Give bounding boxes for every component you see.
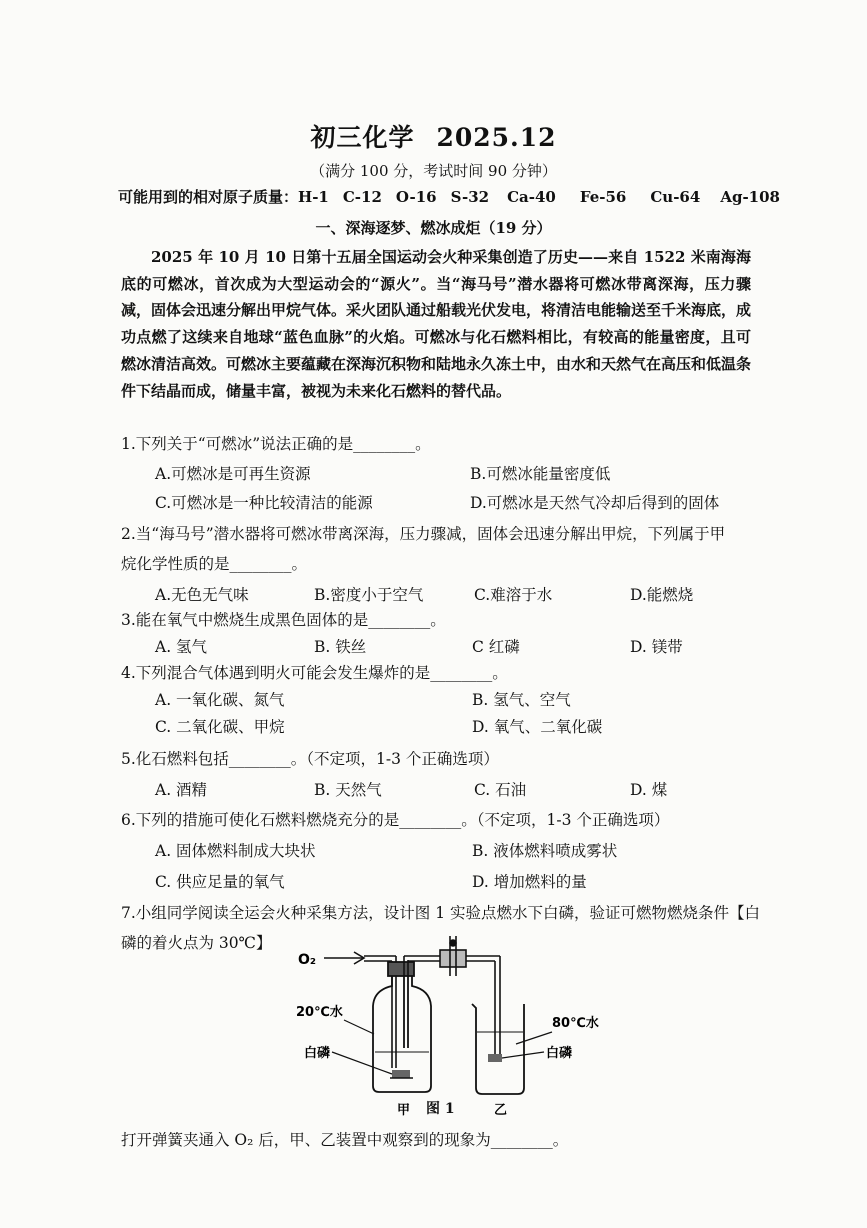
atomic-mass-line [118,186,780,207]
question-7-stem-line1: 7.小组同学阅读全运会火种采集方法，设计图 1 实验点燃水下白磷，验证可燃物燃烧条件【白 [121,904,761,922]
q5-option-d: D. 煤 [630,781,668,799]
outlet-tube [404,956,500,1060]
phosphorus-left-leader [332,1052,392,1074]
q2-option-c: C.难溶于水 [474,586,553,604]
q2-option-a: A.无色无气味 [155,586,249,604]
q5-option-a: A. 酒精 [155,781,208,799]
q5-option-c: C. 石油 [474,781,527,799]
atomic-mass-item: Ca-40 [507,188,556,206]
phosphorus-right-leader [502,1052,544,1058]
question-7-final: 打开弹簧夹通入 O₂ 后，甲、乙装置中观察到的现象为________。 [121,1131,569,1149]
beaker-yi [472,1004,524,1094]
q2-option-b: B.密度小于空气 [314,586,424,604]
o2-arrow [324,952,364,964]
q4-option-b: B. 氢气、空气 [472,691,571,709]
q1-option-b: B.可燃冰能量密度低 [470,465,611,483]
phosphorus-jia [390,1070,413,1078]
question-7-stem-line2: 磷的着火点为 30℃】 [121,934,272,952]
figure-1-apparatus [280,936,620,1122]
o2-label: O₂ [298,952,317,968]
q6-option-b: B. 液体燃料喷成雾状 [472,842,618,860]
title-text: 初三化学 [310,123,415,152]
atomic-mass-item: S-32 [450,188,490,206]
phosphorus-left-label: 白磷 [304,1046,331,1061]
atomic-mass-item: Cu-64 [650,188,701,206]
atomic-mass-item: Fe-56 [579,188,627,206]
question-5-stem: 5.化石燃料包括________。（不定项，1-3 个正确选项） [121,750,499,768]
q1-option-a: A.可燃冰是可再生资源 [155,465,311,483]
q4-option-a: A. 一氧化碳、氮气 [155,691,285,709]
spring-clamp-icon [440,936,466,976]
atomic-mass-label: 可能用到的相对原子质量： [118,188,299,206]
atomic-mass-item: O-16 [395,188,437,206]
q5-option-b: B. 天然气 [314,781,382,799]
q1-option-c: C.可燃冰是一种比较清洁的能源 [155,494,373,512]
phosphorus-right-label: 白磷 [546,1046,573,1061]
atomic-mass-item: C-12 [342,188,382,206]
q6-option-a: A. 固体燃料制成大块状 [155,842,316,860]
q3-option-d: D. 镁带 [630,638,683,656]
water-left-leader [344,1020,374,1034]
phosphorus-yi [488,1054,502,1062]
passage-text: 2025 年 10 月 10 日第十五届全国运动会火种采集创造了历史——来自 1522 米南海海底的可燃冰，首次成为大型运动会的“源火”。当“海马号”潜水器将可燃冰带离深海，压力骤减，固体会迅速分解出甲烷气体。采火团队通过船载光伏发电，将清洁电能输送至千米海底，成功点燃了这续来自地球“蓝色血脉”的火焰。可燃冰与化石燃料相比，有较高的能量密度，且可燃冰清洁高效。可燃冰主要蕴藏在深海沉积物和陆地永久冻土中，由水和天然气在高压和低温条件下结晶而成，储量丰富，被视为未来化石燃料的替代品。 [121,248,752,400]
question-2-stem-line1: 2.当“海马号”潜水器将可燃冰带离深海，压力骤减，固体会迅速分解出甲烷，下列属于甲 [121,525,726,543]
title-year: 2025.12 [436,123,557,152]
water-right-label: 80℃水 [552,1016,599,1031]
q6-option-c: C. 供应足量的氧气 [155,873,285,891]
question-2-stem-line2: 烷化学性质的是________。 [121,555,308,573]
question-1-stem: 1.下列关于“可燃冰”说法正确的是________。 [121,435,431,453]
label-jia: 甲 [397,1103,411,1118]
q3-option-a: A. 氢气 [155,638,208,656]
q4-option-c: C. 二氧化碳、甲烷 [155,718,285,736]
q4-option-d: D. 氧气、二氧化碳 [472,718,603,736]
reading-passage [121,244,751,404]
figure-caption: 图 1 [426,1101,455,1117]
question-4-stem: 4.下列混合气体遇到明火可能会发生爆炸的是________。 [121,664,508,682]
page-title [0,118,867,154]
question-6-stem: 6.下列的措施可使化石燃料燃烧充分的是________。（不定项，1-3 个正确选项） [121,811,670,829]
atomic-mass-item: Ag-108 [720,188,780,206]
q1-option-d: D.可燃冰是天然气冷却后得到的固体 [470,494,720,512]
water-left-label: 20℃水 [296,1005,343,1020]
q6-option-d: D. 增加燃料的量 [472,873,587,891]
label-yi: 乙 [494,1103,508,1118]
question-3-stem: 3.能在氧气中燃烧生成黑色固体的是________。 [121,611,446,629]
water-right-leader [516,1032,552,1044]
q3-option-c: C 红磷 [472,638,520,656]
atomic-mass-item: H-1 [298,188,329,206]
section-title: 一、深海逐梦、燃冰成炬（19 分） [315,219,552,237]
q2-option-d: D.能燃烧 [630,586,694,604]
exam-info: （满分 100 分，考试时间 90 分钟） [310,162,557,180]
q3-option-b: B. 铁丝 [314,638,367,656]
